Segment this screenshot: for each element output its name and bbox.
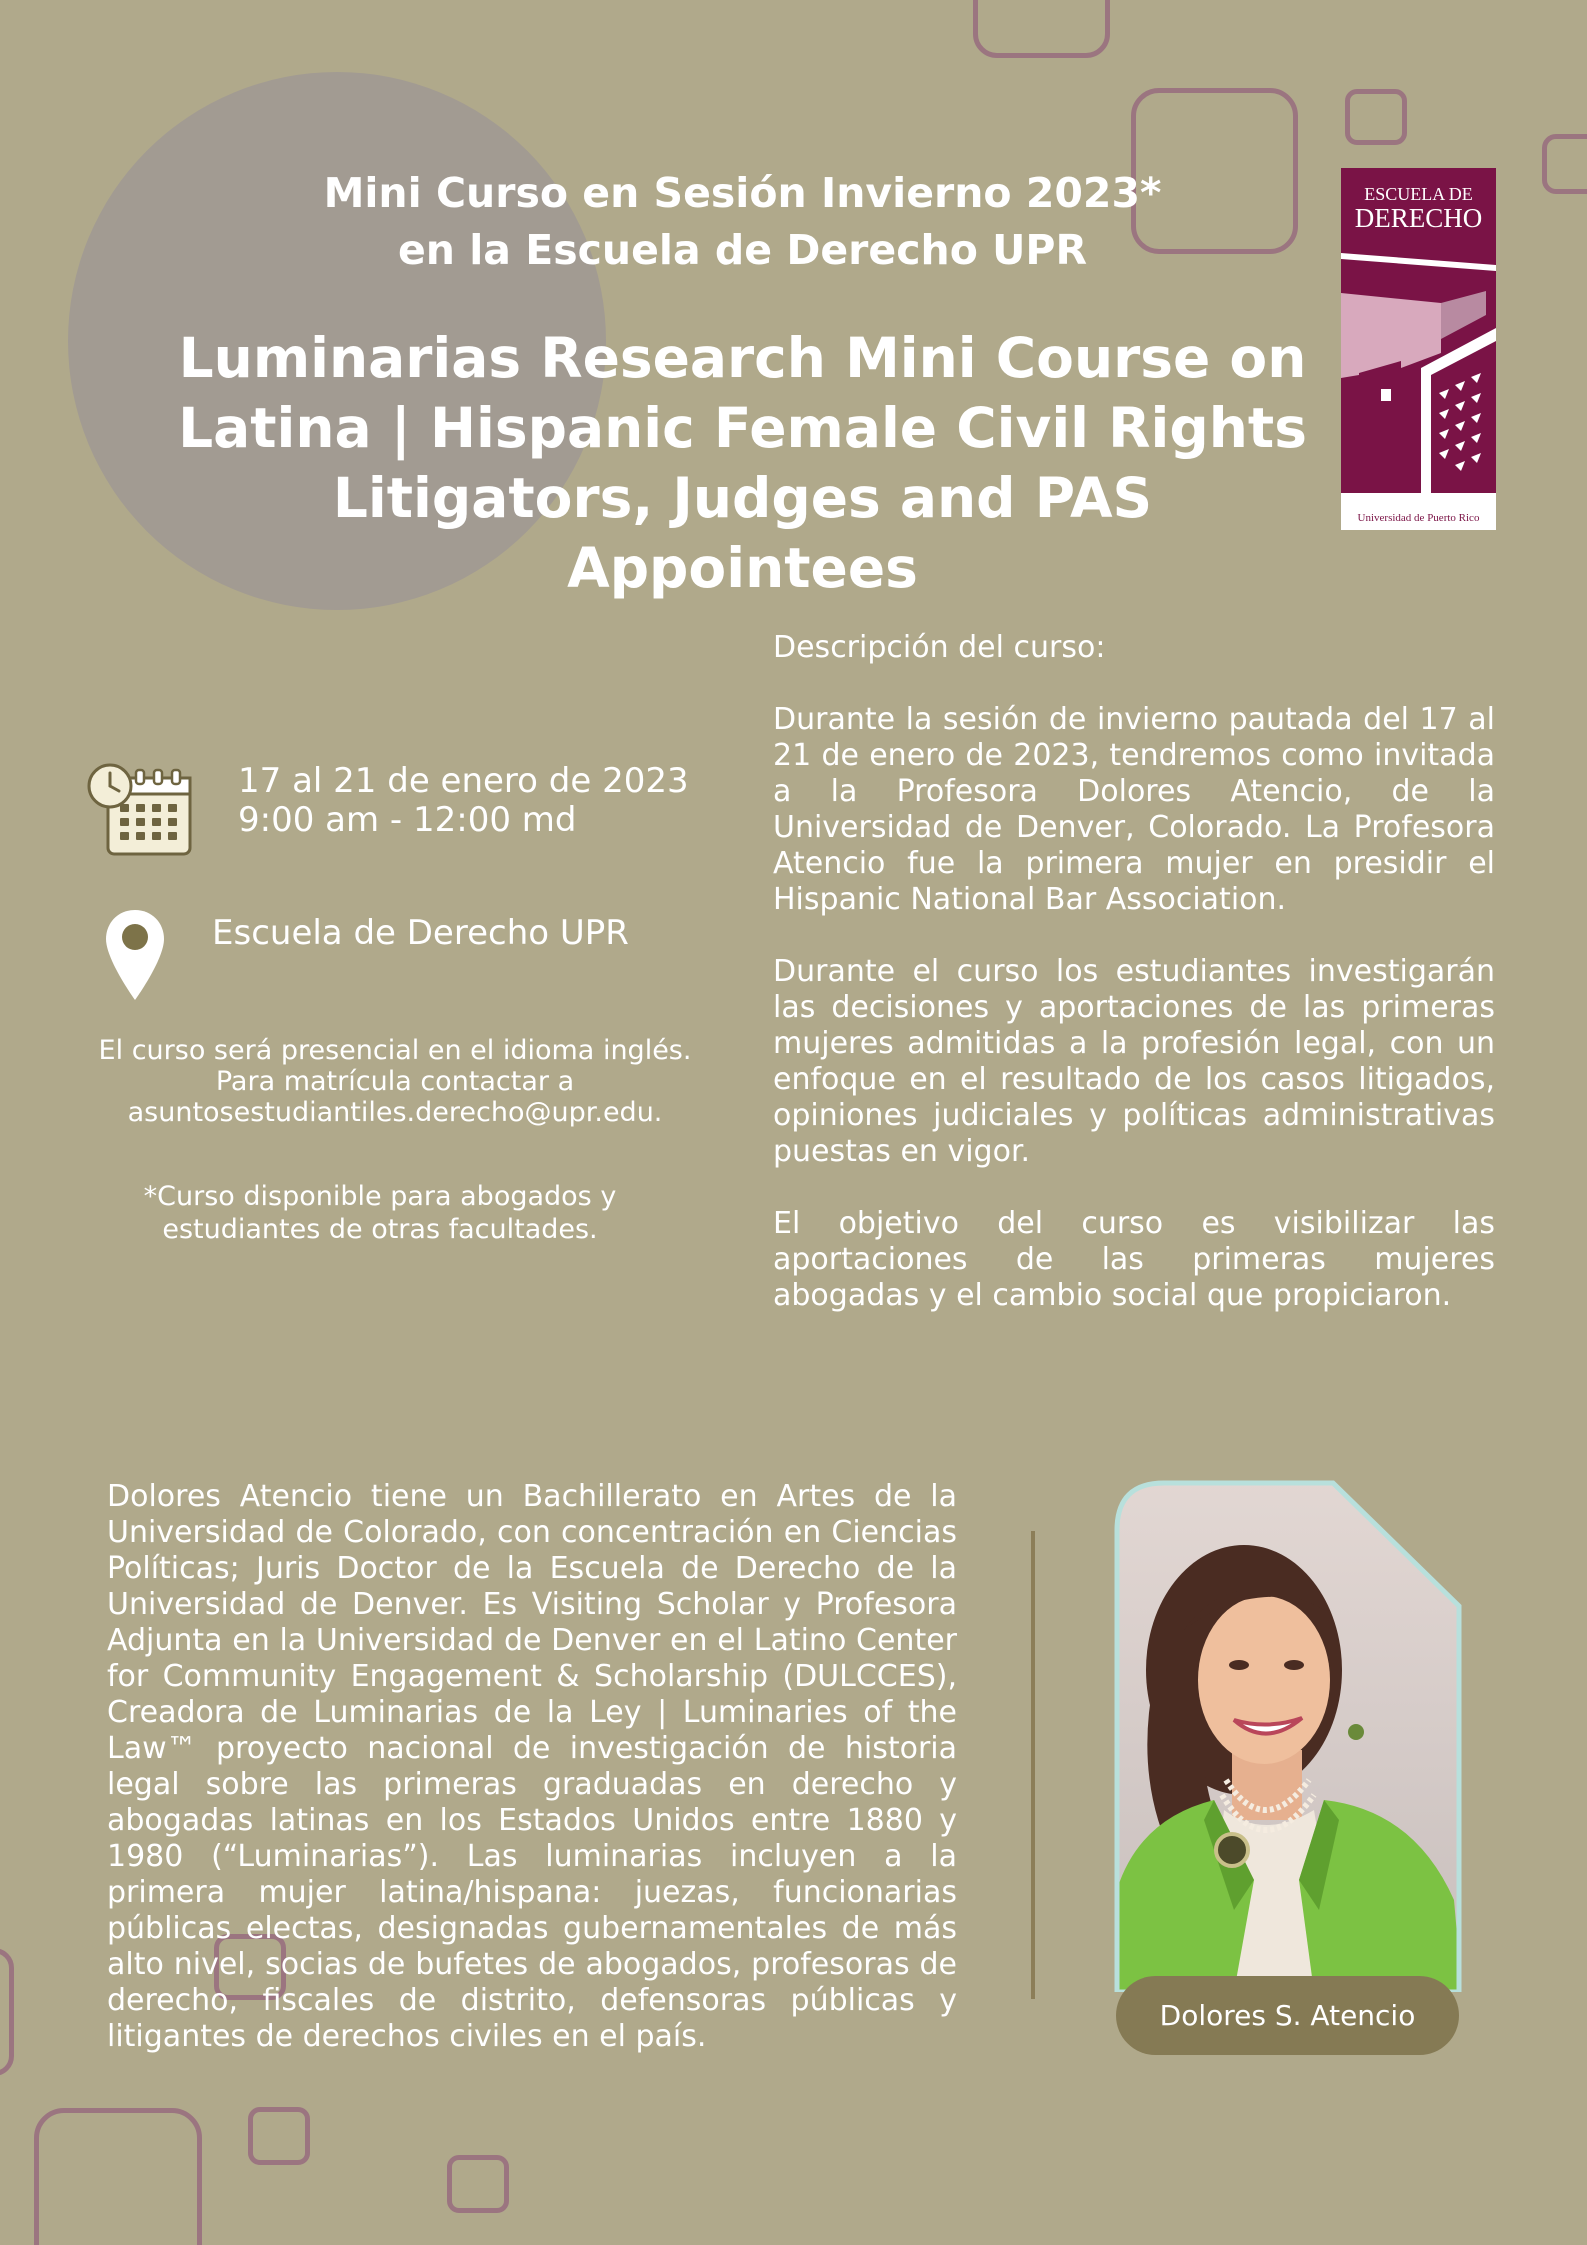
subtitle-line: en la Escuela de Derecho UPR: [397, 226, 1088, 274]
availability-note: [100, 1180, 660, 1246]
logo-line: DERECHO: [1354, 203, 1483, 233]
logo-line: ESCUELA DE: [1364, 184, 1473, 204]
event-dates: [238, 762, 689, 840]
course-title: [150, 323, 1335, 603]
note-line: *Curso disponible para abogados y: [143, 1181, 617, 1212]
description-paragraph: Durante el curso los estudiantes investigarán las decisiones y aportaciones de las primeras mujeres admitidas a la profesión legal, con un enfoque en el resultado de los casos litigados, opiniones judiciales y políticas administrativas puestas en vigor.: [773, 954, 1495, 1169]
subtitle-line: Mini Curso en Sesión Invierno 2023*: [323, 169, 1162, 217]
enrollment-info: [60, 1035, 730, 1128]
event-location: Escuela de Derecho UPR: [212, 913, 629, 953]
decorative-square: [1542, 134, 1587, 194]
logo-building-art: [1341, 253, 1496, 493]
logo-footer: Universidad de Puerto Rico: [1357, 512, 1480, 524]
description-paragraph: Durante la sesión de invierno pautada del 17 al 21 de enero de 2023, tendremos como invitada a la Profesora Dolores Atencio, de la Universidad de Denver, Colorado. La Profesora Atencio fue la primera mujer en presidir el Hispanic National Bar Association.: [773, 702, 1495, 917]
decorative-square: [0, 1948, 14, 2076]
title-line: Litigators, Judges and PAS Appointees: [332, 466, 1153, 600]
info-line: El curso será presencial en el idioma inglés.: [98, 1035, 692, 1066]
event-date: 17 al 21 de enero de 2023: [238, 761, 689, 801]
title-line: Latina | Hispanic Female Civil Rights: [178, 396, 1307, 460]
description-heading: Descripción del curso:: [773, 630, 1106, 665]
info-line: Para matrícula contactar a: [215, 1066, 575, 1097]
instructor-photo: [1114, 1480, 1462, 1992]
contact-email: asuntosestudiantiles.derecho@upr.edu.: [127, 1097, 663, 1128]
decorative-square: [1345, 89, 1407, 145]
note-line: estudiantes de otras facultades.: [162, 1214, 598, 1245]
calendar-clock-icon: [86, 762, 194, 858]
course-description: [773, 630, 1495, 1350]
divider-line: [1031, 1531, 1035, 1999]
title-line: Luminarias Research Mini Course on: [178, 326, 1307, 390]
law-school-logo: [1341, 168, 1496, 530]
decorative-square: [973, 0, 1110, 58]
description-paragraph: El objetivo del curso es visibilizar las aportaciones de las primeras mujeres abogadas y el cambio social que propiciaron.: [773, 1206, 1495, 1313]
map-pin-icon: [104, 908, 166, 1004]
decorative-square: [34, 2108, 202, 2245]
logo-header: [1341, 168, 1496, 253]
event-time: 9:00 am - 12:00 md: [238, 800, 577, 840]
event-subtitle: [150, 165, 1335, 279]
photo-caption: Dolores S. Atencio: [1159, 1999, 1416, 2032]
decorative-square: [248, 2107, 310, 2165]
decorative-square: [447, 2155, 509, 2213]
instructor-bio: Dolores Atencio tiene un Bachillerato en Artes de la Universidad de Colorado, con concentración en Ciencias Políticas; Juris Doctor de la Escuela de Derecho de la Universidad de Denver. Es Visiting Scholar y Profesora Adjunta en la Universidad de Denver en el Latino Center for Community Engagement & Scholarship (DULCCES), Creadora de Luminarias de la Ley | Luminaries of the Law™ proyecto nacional de investigación de historia legal sobre las primeras graduadas en derecho y abogadas latinas en los Estados Unidos entre 1880 y 1980 (“Luminarias”). Las luminarias incluyen a la primera mujer latina/hispana: juezas, funcionarias públicas electas, designadas gubernamentales de más alto nivel, socias de bufetes de abogados, profesoras de derecho, fiscales de distrito, defensoras públicas y litigantes de derechos civiles en el país.: [107, 1479, 957, 2054]
